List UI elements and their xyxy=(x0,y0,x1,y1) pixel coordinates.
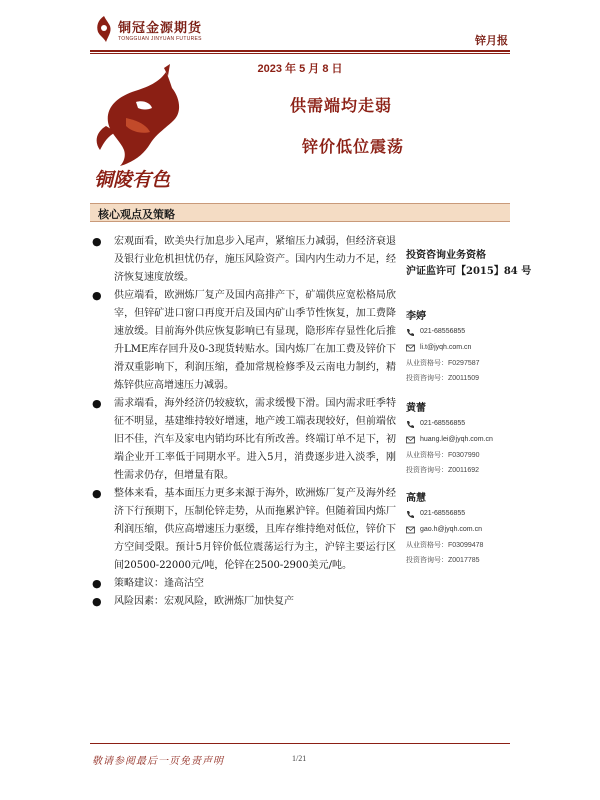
bullet-text: 风险因素：宏观风险，欧洲炼厂加快复产 xyxy=(114,596,294,607)
emblem-calligraphy: 铜陵有色 xyxy=(94,169,171,191)
bullet-dot-icon: ● xyxy=(92,397,102,410)
brand-name-cn: 铜冠金源期货 xyxy=(118,21,203,36)
license-number: 沪证监许可【2015】84 号 xyxy=(406,266,532,277)
analyst-phone: 021-68556855 xyxy=(406,416,524,432)
bullet-item xyxy=(90,395,396,485)
email-icon xyxy=(406,526,415,534)
analyst-cert: 从业资格号：F0307990 xyxy=(406,452,480,459)
analyst-card xyxy=(406,402,524,478)
bullet-text: 供应端看，欧洲炼厂复产及国内高排产下，矿端供应宽松格局欣宰，但锌矿进口窗口再度开启及国内矿山季节性恢复，加工费降速放缓。目前海外供应恢复影响已有显现，隐形库存显性化后推升LME库存回升及0-3现货转贴水。国内炼厂在加工费及锌价下滑双重影响下，利润压缩，叠加常规检修季及云南电力制约，精炼锌供应高增速压力减弱。 xyxy=(114,290,396,391)
bullet-item xyxy=(90,593,396,611)
analyst-name: 高慧 xyxy=(406,493,426,504)
header-brand xyxy=(92,14,252,50)
analyst-card xyxy=(406,310,524,386)
analyst-card xyxy=(406,492,524,568)
analyst-phone: 021-68556855 xyxy=(406,506,524,522)
analyst-name: 李婷 xyxy=(406,311,426,322)
report-date: 2023 年 5 月 8 日 xyxy=(257,63,343,75)
section-header xyxy=(90,203,510,222)
section-title: 核心观点及策略 xyxy=(98,208,175,221)
analyst-consult-no: 投资咨询号：Z0017785 xyxy=(406,557,480,564)
bullet-text: 宏观面看，欧美央行加息步入尾声，紧缩压力减弱，但经济衰退及银行业危机担忧仍存，施压风险资产。国内内生动力不足，经济恢复速度放缓。 xyxy=(114,236,396,283)
analyst-cert: 从业资格号：F0297587 xyxy=(406,360,480,367)
analyst-cert: 从业资格号：F03099478 xyxy=(406,542,484,549)
page-number: 1/21 xyxy=(292,754,307,763)
bullet-dot-icon: ● xyxy=(92,595,102,608)
analyst-email[interactable]: li.t@jyqh.com.cn xyxy=(406,340,524,356)
footer-disclaimer[interactable]: 敬请参阅最后一页免责声明 xyxy=(92,756,224,767)
analyst-email[interactable]: huang.lei@jyqh.com.cn xyxy=(406,432,524,448)
emblem-icon xyxy=(86,62,206,197)
email-icon xyxy=(406,436,415,444)
bullet-text: 策略建议：逢高沽空 xyxy=(114,578,204,589)
analyst-consult-no: 投资咨询号：Z0011509 xyxy=(406,375,480,382)
email-icon xyxy=(406,344,415,352)
license-block xyxy=(406,248,532,280)
brand-logo-icon xyxy=(92,14,116,44)
footer-rule xyxy=(90,743,510,744)
bullet-dot-icon: ● xyxy=(92,235,102,248)
analyst-phone: 021-68556855 xyxy=(406,324,524,340)
bullet-text: 需求端看，海外经济仍较疲软，需求缓慢下滑。国内需求旺季特征不明显，基建维持较好增速，地产竣工端表现较好，但前端依旧不佳，汽车及家电内销均环比有所改善。终端订单不足下，初端企业开工率低于同期水平。进入5月，消费逐步进入淡季，刚性需求仍存，但增量有限。 xyxy=(114,398,396,481)
title-line-2: 锌价低位震荡 xyxy=(302,137,405,156)
title-line-1: 供需端均走弱 xyxy=(290,96,393,115)
core-view-list xyxy=(90,233,396,611)
analyst-name: 黄蕾 xyxy=(406,403,426,414)
bullet-text: 整体来看，基本面压力更多来源于海外，欧洲炼厂复产及海外经济下行预期下，压制伦锌走势，从而拖累沪锌。但随着国内炼厂利润压缩，供应高增速压力驱缓，且库存维持绝对低位，锌价下方空间受限。预计5月锌价低位震荡运行为主，沪锌主要运行区间20500-22000元/吨，伦锌在2500-2900美元/吨。 xyxy=(114,488,396,571)
bullet-item xyxy=(90,575,396,593)
phone-icon xyxy=(406,328,415,336)
phone-icon xyxy=(406,510,415,518)
bullet-item xyxy=(90,287,396,395)
header-rule-thin xyxy=(90,53,510,54)
bullet-dot-icon: ● xyxy=(92,577,102,590)
analyst-consult-no: 投资咨询号：Z0011692 xyxy=(406,467,480,474)
phone-icon xyxy=(406,420,415,428)
analyst-email[interactable]: gao.h@jyqh.com.cn xyxy=(406,522,524,538)
bullet-item xyxy=(90,485,396,575)
license-title: 投资咨询业务资格 xyxy=(406,250,486,261)
bullet-dot-icon: ● xyxy=(92,487,102,500)
bullet-item xyxy=(90,233,396,287)
header-rule xyxy=(90,50,510,52)
brand-name-en: TONGGUAN JINYUAN FUTURES xyxy=(118,36,202,42)
report-type: 锌月报 xyxy=(475,34,508,47)
bullet-dot-icon: ● xyxy=(92,289,102,302)
